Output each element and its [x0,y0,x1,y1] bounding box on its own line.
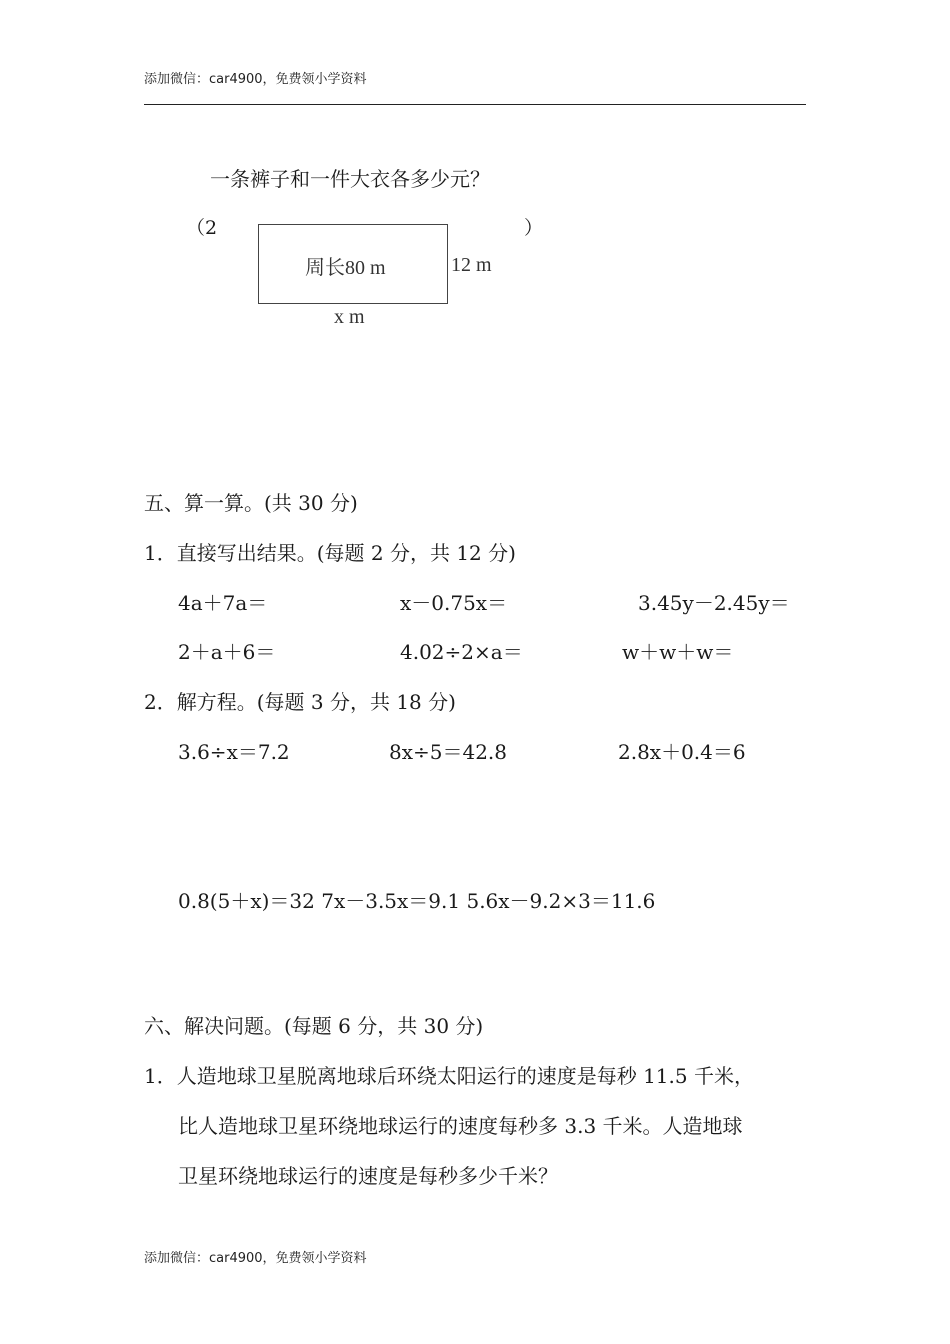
section5-q1-title: 1．直接写出结果。(每题 2 分，共 12 分) [144,541,516,565]
equation-3: 2.8x＋0.4＝6 [618,740,746,764]
equation-2: 8x÷5＝42.8 [389,740,508,764]
calc-1-2: x－0.75x＝ [400,591,508,615]
section6-q1-line2: 比人造地球卫星环绕地球运行的速度每秒多 3.3 千米。人造地球 [178,1114,743,1138]
top-question: 一条裤子和一件大衣各多少元？ [210,167,490,191]
calc-2-3: w＋w＋w＝ [622,640,734,664]
section5-q2-title: 2．解方程。(每题 3 分，共 18 分) [144,690,456,714]
header-rule [144,104,806,105]
calc-1-3: 3.45y－2.45y＝ [638,591,790,615]
section6-title: 六、解决问题。(每题 6 分，共 30 分) [144,1014,484,1038]
section6-q1-line1: 1．人造地球卫星脱离地球后环绕太阳运行的速度是每秒 11.5 千米， [144,1064,754,1088]
header-note: 添加微信：car4900，免费领小学资料 [144,72,367,87]
section6-q1-line3: 卫星环绕地球运行的速度是每秒多少千米？ [178,1164,558,1188]
calc-2-1: 2＋a＋6＝ [178,640,276,664]
figure-side-label: 12 m [451,254,492,276]
item2-label-close: ） [524,217,544,239]
item2-label-open: （2 [186,217,218,239]
equations-row2: 0.8(5＋x)＝32 7x－3.5x＝9.1 5.6x－9.2×3＝11.6 [178,889,656,913]
figure-perimeter-label: 周长80 m [305,257,386,279]
calc-1-1: 4a＋7a＝ [178,591,268,615]
footer-note: 添加微信：car4900，免费领小学资料 [144,1251,367,1266]
figure-bottom-label: x m [334,306,365,328]
equation-1: 3.6÷x＝7.2 [178,740,290,764]
calc-2-2: 4.02÷2×a＝ [400,640,523,664]
section5-title: 五、算一算。(共 30 分) [144,491,358,515]
